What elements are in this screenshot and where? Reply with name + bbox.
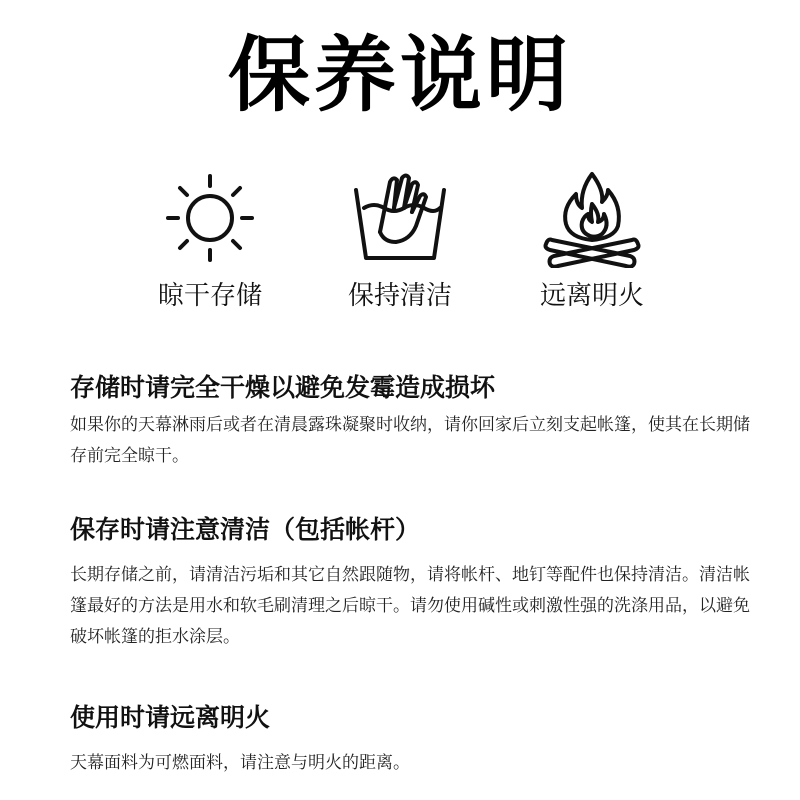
section-fire-safety [70,700,750,779]
care-item-clean [310,168,490,318]
section-heading: 保存时请注意清洁（包括帐杆） [70,515,421,544]
section-heading: 存储时请完全干燥以避免发霉造成损坏 [70,373,496,402]
care-label-fire: 远离明火 [539,281,644,311]
care-item-dry [120,168,300,318]
page-title: 保养说明 [227,28,572,123]
care-label-clean: 保持清洁 [347,281,452,311]
section-body: 如果你的天幕淋雨后或者在清晨露珠凝聚时收纳，请你回家后立刻支起帐篷，使其在长期储存前完全晾干。 [70,415,750,466]
campfire-icon [542,168,642,268]
hand-wash-icon [350,168,450,268]
section-keep-clean [70,512,750,653]
care-label-dry: 晾干存储 [157,281,262,311]
section-body: 天幕面料为可燃面料，请注意与明火的距离。 [70,753,410,773]
care-item-fire [502,168,682,318]
care-icon-row [0,168,800,318]
section-dry-storage [70,370,750,472]
section-heading: 使用时请远离明火 [70,703,271,732]
sun-icon [160,168,260,268]
section-body: 长期存储之前，请清洁污垢和其它自然跟随物，请将帐杆、地钉等配件也保持清洁。清洁帐篷最好的方法是用水和软毛刷清理之后晾干。请勿使用碱性或刺激性强的洗涤用品，以避免破坏帐篷的拒水涂层。 [70,565,750,647]
